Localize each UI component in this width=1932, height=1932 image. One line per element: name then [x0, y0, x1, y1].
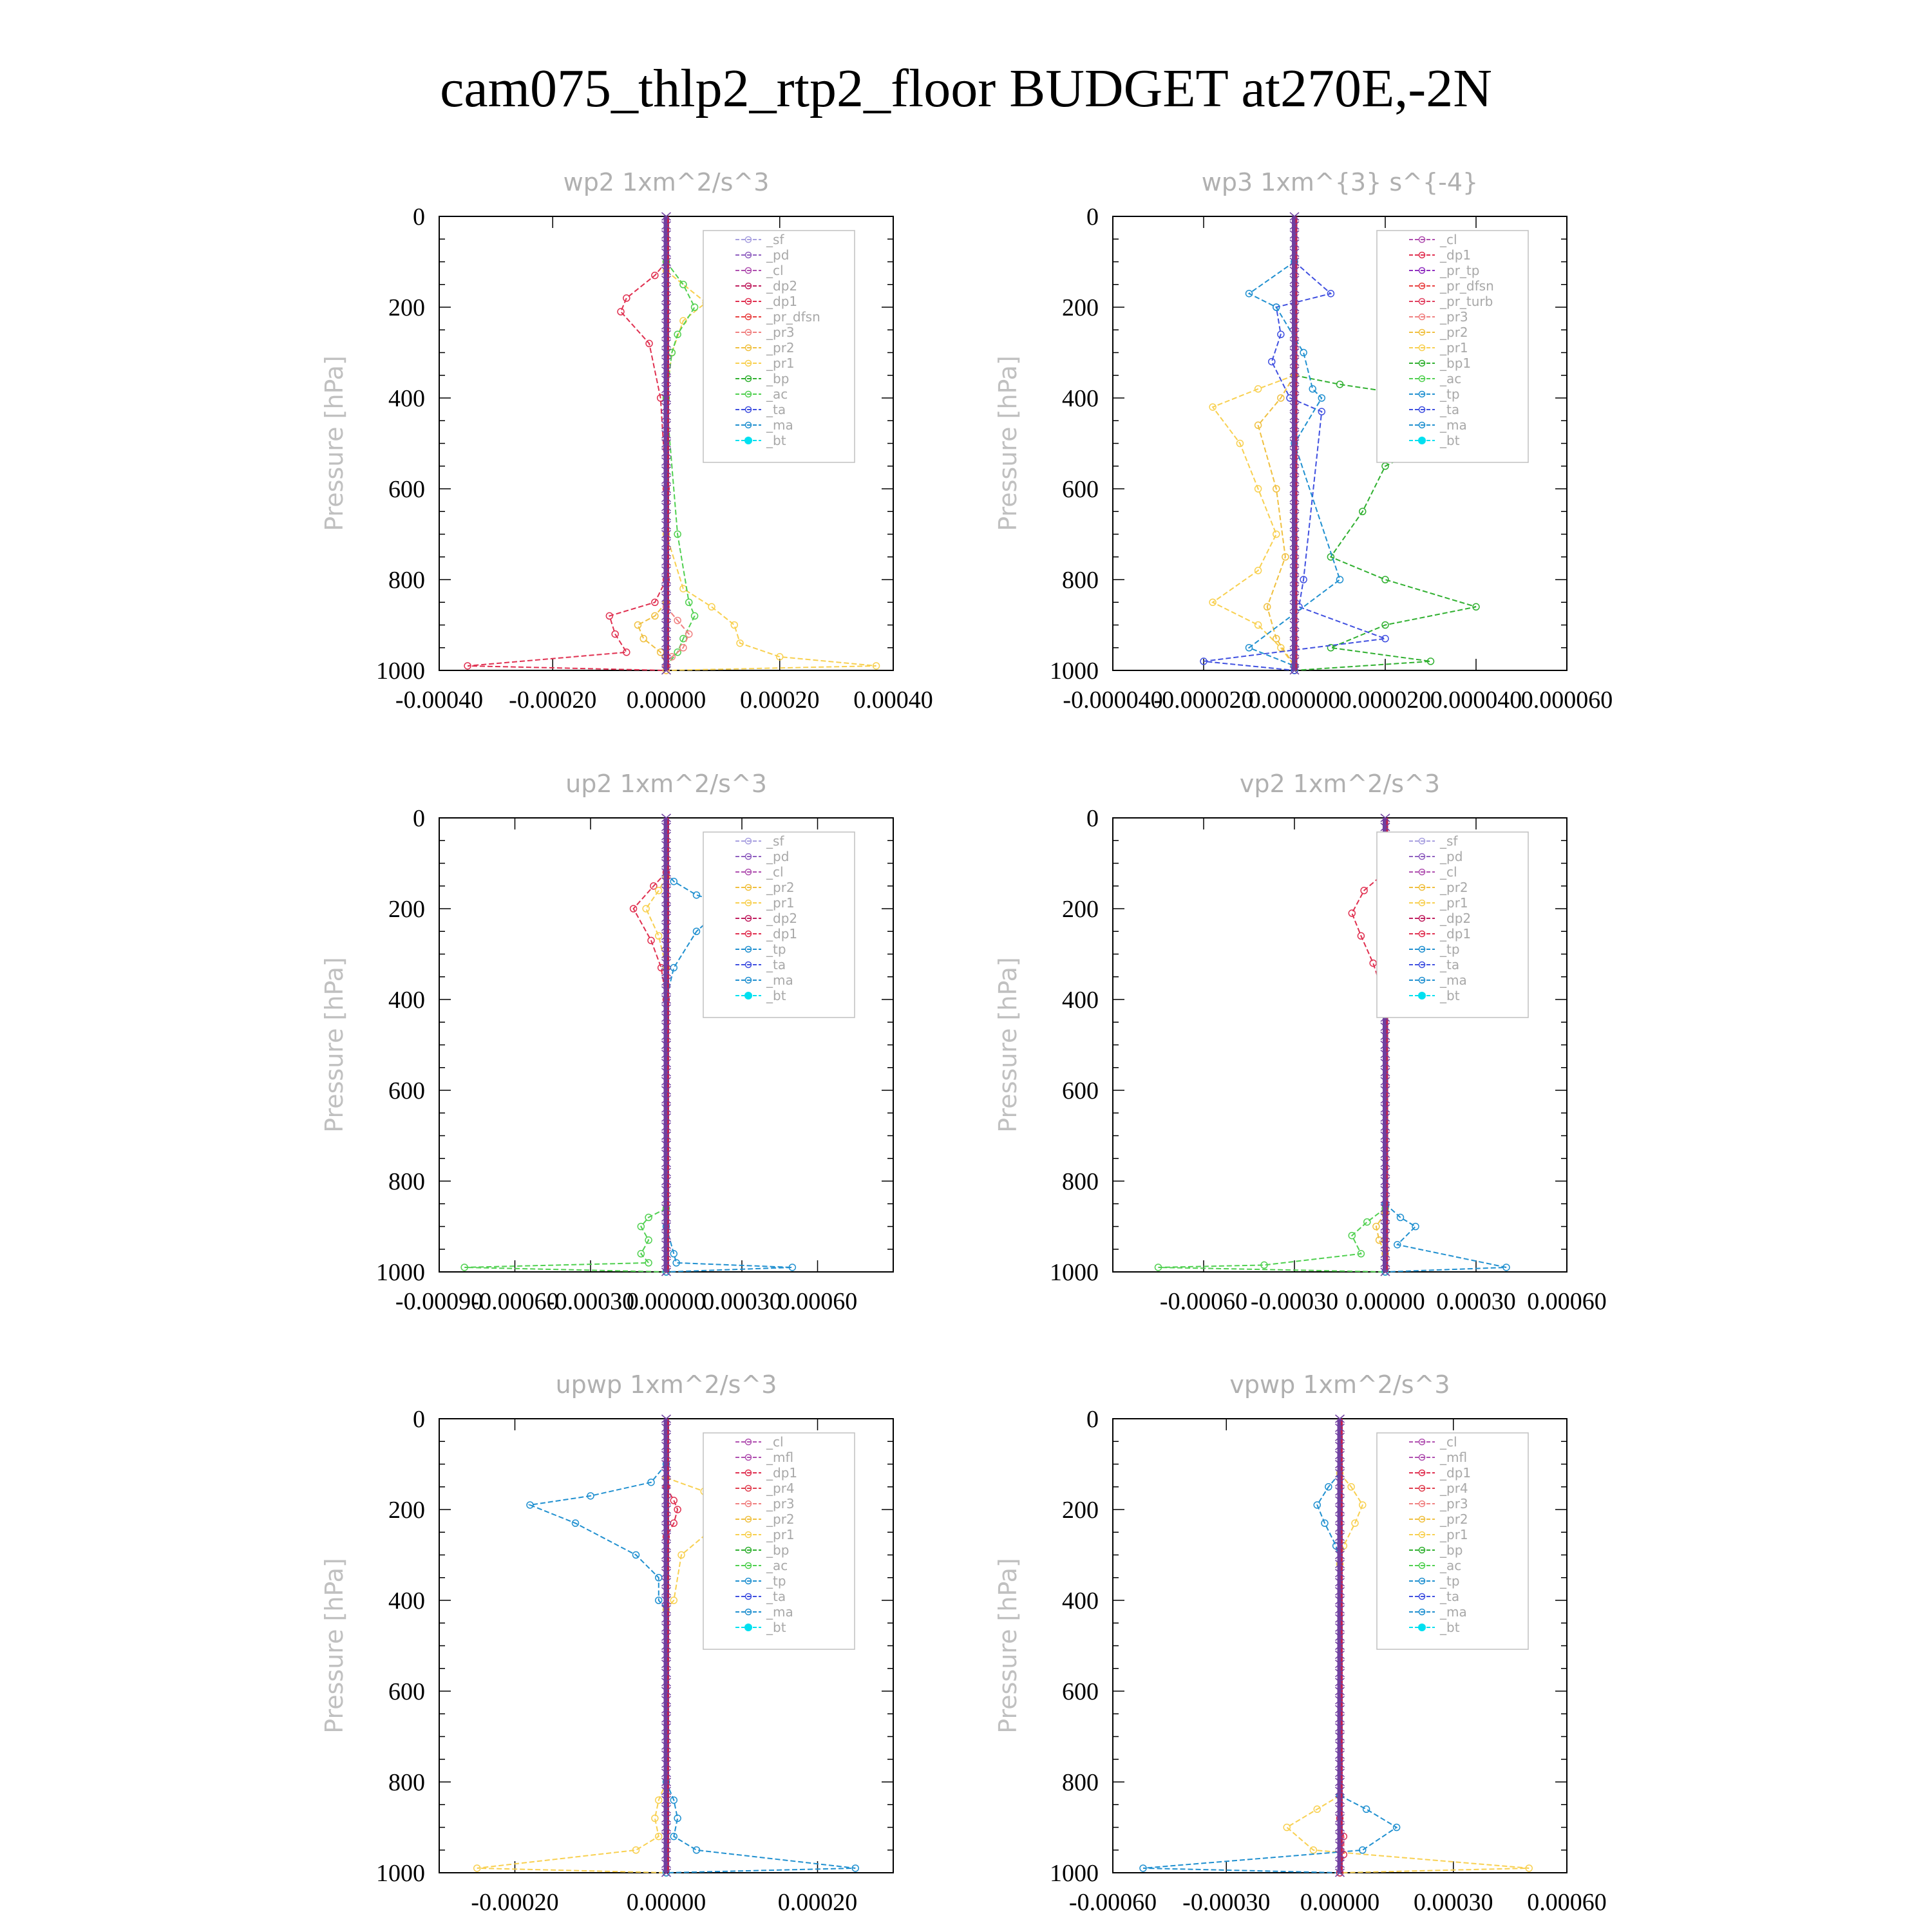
x-tick-label: 0.00060: [777, 1288, 858, 1315]
y-tick-label: 0: [1086, 1406, 1099, 1433]
y-tick-label: 600: [388, 476, 425, 503]
legend-label: _sf: [766, 232, 784, 247]
x-tick-label: 0.00000: [626, 687, 706, 714]
y-tick-label: 600: [1062, 1077, 1099, 1104]
series-point: [1349, 910, 1355, 916]
series-line-tp: [667, 1782, 856, 1873]
y-tick-label: 800: [388, 1769, 425, 1796]
x-tick-label: 0.00020: [777, 1889, 858, 1916]
y-axis-label: Pressure [hPa]: [994, 355, 1022, 531]
legend-label: _bp: [1440, 1542, 1463, 1558]
y-tick-label: 1000: [376, 658, 425, 685]
x-tick-label: 0.00030: [702, 1288, 782, 1315]
legend-label: _dp1: [1440, 1465, 1472, 1481]
x-tick-label: -0.00060: [471, 1288, 559, 1315]
y-tick-label: 600: [1062, 1678, 1099, 1705]
legend-label: _bp1: [1440, 355, 1472, 371]
series-line-pr1: [477, 1782, 667, 1873]
y-tick-label: 200: [1062, 896, 1099, 923]
legend-label: _bt: [1440, 1620, 1460, 1635]
y-axis-label: Pressure [hPa]: [320, 355, 348, 531]
figure-title: cam075_thlp2_rtp2_floor BUDGET at270E,-2N: [440, 59, 1492, 118]
legend-label: _pr2: [766, 880, 795, 895]
legend-label: _pr4: [1440, 1481, 1468, 1496]
series-line-pr1: [1340, 1473, 1363, 1564]
x-tick-label: 0.00000: [1300, 1889, 1380, 1916]
legend-label: _bt: [766, 1620, 786, 1635]
series-point: [1363, 1806, 1370, 1812]
legend-label: _ac: [1440, 371, 1462, 386]
y-tick-label: 800: [388, 1168, 425, 1195]
legend-label: _pr2: [766, 1511, 795, 1527]
series-line-pr1: [1287, 1795, 1529, 1873]
y-tick-label: 600: [388, 1678, 425, 1705]
y-tick-label: 800: [388, 567, 425, 594]
legend-label: _bt: [766, 988, 786, 1003]
y-tick-label: 800: [1062, 567, 1099, 594]
series-point: [1273, 531, 1280, 538]
legend-label: _bp: [766, 1542, 790, 1558]
panel-title: upwp 1xm^2/s^3: [555, 1370, 777, 1399]
legend-label: _pr_dfsn: [1440, 278, 1494, 294]
legend-label: _mfl: [766, 1450, 794, 1465]
legend-label: _ta: [766, 957, 786, 972]
legend-marker: [744, 1624, 752, 1631]
y-tick-label: 1000: [376, 1259, 425, 1286]
y-tick-label: 800: [1062, 1168, 1099, 1195]
x-tick-label: 0.000060: [1520, 687, 1613, 714]
series-point: [1370, 960, 1376, 967]
y-tick-label: 1000: [1050, 658, 1099, 685]
legend-label: _pr1: [1440, 895, 1468, 911]
series-point: [645, 1260, 652, 1266]
legend-marker: [1418, 992, 1426, 999]
legend-label: _ma: [1440, 972, 1467, 988]
legend-label: _cl: [1440, 1434, 1457, 1450]
x-tick-label: -0.00020: [509, 687, 597, 714]
series-point: [618, 308, 624, 315]
y-tick-label: 0: [1086, 805, 1099, 832]
panel-title: wp2 1xm^2/s^3: [563, 168, 770, 196]
legend-label: _pr2: [766, 340, 795, 355]
y-tick-label: 600: [388, 1077, 425, 1104]
x-tick-label: 0.000040: [1430, 687, 1522, 714]
x-tick-label: -0.000040: [1063, 687, 1163, 714]
x-tick-label: 0.00000: [626, 1288, 706, 1315]
legend-label: _pr_dfsn: [766, 309, 820, 325]
chart-panel-6: [994, 1370, 1607, 1916]
y-tick-label: 0: [413, 805, 425, 832]
legend-label: _ma: [766, 972, 793, 988]
y-tick-label: 1000: [1050, 1259, 1099, 1286]
legend-label: _pr3: [1440, 1496, 1468, 1511]
legend-marker: [744, 992, 752, 999]
y-tick-label: 200: [388, 896, 425, 923]
legend-label: _sf: [766, 833, 784, 849]
series-point: [680, 281, 687, 288]
legend-label: _ta: [1440, 1589, 1460, 1604]
legend-label: _pr2: [1440, 325, 1468, 340]
legend-label: _pr3: [1440, 309, 1468, 325]
y-tick-label: 400: [388, 987, 425, 1014]
legend-label: _pr1: [766, 895, 795, 911]
panel-title: up2 1xm^2/s^3: [565, 770, 767, 798]
y-tick-label: 0: [413, 204, 425, 231]
legend-label: _dp1: [766, 294, 798, 309]
legend-label: _dp2: [766, 278, 798, 294]
series-line-pr2: [1258, 375, 1294, 666]
series-point: [634, 622, 641, 629]
legend-label: _ac: [1440, 1558, 1462, 1573]
x-tick-label: 0.00000: [1345, 1288, 1425, 1315]
legend-label: _tp: [1440, 942, 1460, 957]
legend-label: _sf: [1440, 833, 1458, 849]
y-tick-label: 400: [388, 1587, 425, 1615]
legend: [703, 1433, 855, 1649]
legend-label: _mfl: [1440, 1450, 1468, 1465]
chart-panel-3: [320, 770, 893, 1315]
legend-label: _cl: [766, 1434, 784, 1450]
y-tick-label: 0: [413, 1406, 425, 1433]
series-line-tp: [1143, 1795, 1397, 1873]
legend-label: _ac: [766, 1558, 788, 1573]
x-tick-label: 0.000000: [1248, 687, 1341, 714]
legend-label: _pr1: [1440, 340, 1468, 355]
series-line-tp: [1385, 1204, 1506, 1272]
y-tick-label: 400: [1062, 1587, 1099, 1615]
legend: [1377, 231, 1528, 462]
x-tick-label: -0.00040: [395, 687, 484, 714]
series-point: [1337, 576, 1343, 583]
panel-title: vp2 1xm^2/s^3: [1239, 770, 1441, 798]
legend-label: _pr_tp: [1440, 263, 1480, 278]
legend-label: _tp: [766, 1573, 786, 1589]
series-point: [1269, 359, 1275, 365]
legend-label: _dp1: [766, 926, 798, 942]
legend-label: _pr3: [766, 325, 795, 340]
x-tick-label: 0.00060: [1527, 1288, 1607, 1315]
legend-label: _tp: [1440, 386, 1460, 402]
y-tick-label: 200: [388, 1497, 425, 1524]
legend-label: _ta: [1440, 402, 1460, 417]
series-point: [640, 636, 647, 642]
legend-label: _dp2: [1440, 911, 1472, 926]
y-tick-label: 800: [1062, 1769, 1099, 1796]
legend: [703, 832, 855, 1018]
series-point: [1255, 622, 1262, 629]
legend-label: _pr2: [1440, 1511, 1468, 1527]
legend-label: _pr1: [766, 355, 795, 371]
legend-label: _ma: [1440, 417, 1467, 433]
legend-marker: [744, 437, 752, 444]
legend-label: _pr1: [1440, 1527, 1468, 1542]
series-line-tp: [1317, 1473, 1340, 1564]
legend-label: _pd: [766, 849, 790, 864]
legend-label: _ta: [766, 402, 786, 417]
legend-label: _tp: [766, 942, 786, 957]
y-axis-label: Pressure [hPa]: [994, 1558, 1022, 1734]
legend-label: _pr3: [766, 1496, 795, 1511]
legend-label: _pr4: [766, 1481, 795, 1496]
legend-label: _pr_turb: [1440, 294, 1493, 309]
y-tick-label: 400: [1062, 385, 1099, 412]
y-tick-label: 1000: [376, 1860, 425, 1887]
y-axis-label: Pressure [hPa]: [320, 957, 348, 1133]
legend-label: _cl: [766, 263, 784, 278]
legend-label: _ta: [1440, 957, 1460, 972]
panel-title: vpwp 1xm^2/s^3: [1229, 1370, 1450, 1399]
chart-panel-4: [994, 770, 1607, 1315]
x-tick-label: 0.00040: [853, 687, 933, 714]
x-tick-label: 0.00030: [1436, 1288, 1516, 1315]
chart-panel-1: [320, 168, 933, 714]
legend-label: _dp1: [1440, 247, 1472, 263]
legend-label: _ac: [766, 386, 788, 402]
series-point: [1283, 1824, 1290, 1831]
x-tick-label: -0.00090: [395, 1288, 484, 1315]
series-line-ac: [1159, 1208, 1386, 1272]
legend-label: _bt: [766, 433, 786, 448]
legend-label: _dp2: [766, 911, 798, 926]
legend-label: _pr2: [1440, 880, 1468, 895]
series-point: [1412, 1224, 1419, 1230]
series-line-tp: [530, 1464, 667, 1610]
panel-title: wp3 1xm^{3} s^{-4}: [1201, 168, 1479, 196]
series-line-ac: [464, 1208, 666, 1272]
legend-marker: [1418, 437, 1426, 444]
x-tick-label: 0.00000: [626, 1889, 706, 1916]
legend-marker: [1418, 1624, 1426, 1631]
legend-label: _dp1: [766, 1465, 798, 1481]
legend-label: _pr1: [766, 1527, 795, 1542]
y-axis-label: Pressure [hPa]: [320, 1558, 348, 1734]
y-tick-label: 200: [1062, 294, 1099, 321]
y-tick-label: 0: [1086, 204, 1099, 231]
y-tick-label: 200: [1062, 1497, 1099, 1524]
x-tick-label: -0.000020: [1153, 687, 1254, 714]
x-tick-label: -0.00060: [1068, 1889, 1157, 1916]
x-tick-label: -0.00020: [471, 1889, 559, 1916]
legend-label: _dp1: [1440, 926, 1472, 942]
x-tick-label: 0.000020: [1339, 687, 1432, 714]
legend-label: _cl: [1440, 232, 1457, 247]
y-tick-label: 200: [388, 294, 425, 321]
legend-label: _ta: [766, 1589, 786, 1604]
y-tick-label: 400: [1062, 987, 1099, 1014]
series-line-tp: [667, 1227, 793, 1273]
chart-panels: [320, 168, 1613, 1916]
legend: [1377, 1433, 1528, 1649]
legend-label: _cl: [766, 864, 784, 880]
x-tick-label: 0.00030: [1414, 1889, 1493, 1916]
series-point: [1364, 1218, 1370, 1225]
legend-label: _pd: [766, 247, 790, 263]
series-point: [692, 304, 698, 310]
series-point: [731, 622, 737, 629]
legend-label: _bt: [1440, 988, 1460, 1003]
y-tick-label: 400: [388, 385, 425, 412]
x-tick-label: -0.00030: [546, 1288, 635, 1315]
legend-label: _cl: [1440, 864, 1457, 880]
x-tick-label: 0.00060: [1527, 1889, 1607, 1916]
chart-panel-2: [994, 168, 1613, 714]
legend-label: _pd: [1440, 849, 1463, 864]
legend-label: _tp: [1440, 1573, 1460, 1589]
legend-label: _bt: [1440, 433, 1460, 448]
legend: [703, 231, 855, 462]
y-tick-label: 1000: [1050, 1860, 1099, 1887]
legend-label: _ma: [766, 1604, 793, 1620]
series-line-dp1: [468, 262, 666, 671]
x-tick-label: -0.00030: [1182, 1889, 1271, 1916]
series-point: [623, 295, 630, 301]
x-tick-label: -0.00030: [1250, 1288, 1339, 1315]
series-point: [1382, 576, 1388, 583]
legend-label: _ma: [1440, 1604, 1467, 1620]
x-tick-label: -0.00060: [1159, 1288, 1248, 1315]
legend-label: _bp: [766, 371, 790, 386]
y-axis-label: Pressure [hPa]: [994, 957, 1022, 1133]
chart-panel-5: [320, 1370, 893, 1916]
series-point: [643, 905, 649, 912]
x-tick-label: 0.00020: [740, 687, 820, 714]
y-tick-label: 600: [1062, 476, 1099, 503]
legend-label: _ma: [766, 417, 793, 433]
legend: [1377, 832, 1528, 1018]
